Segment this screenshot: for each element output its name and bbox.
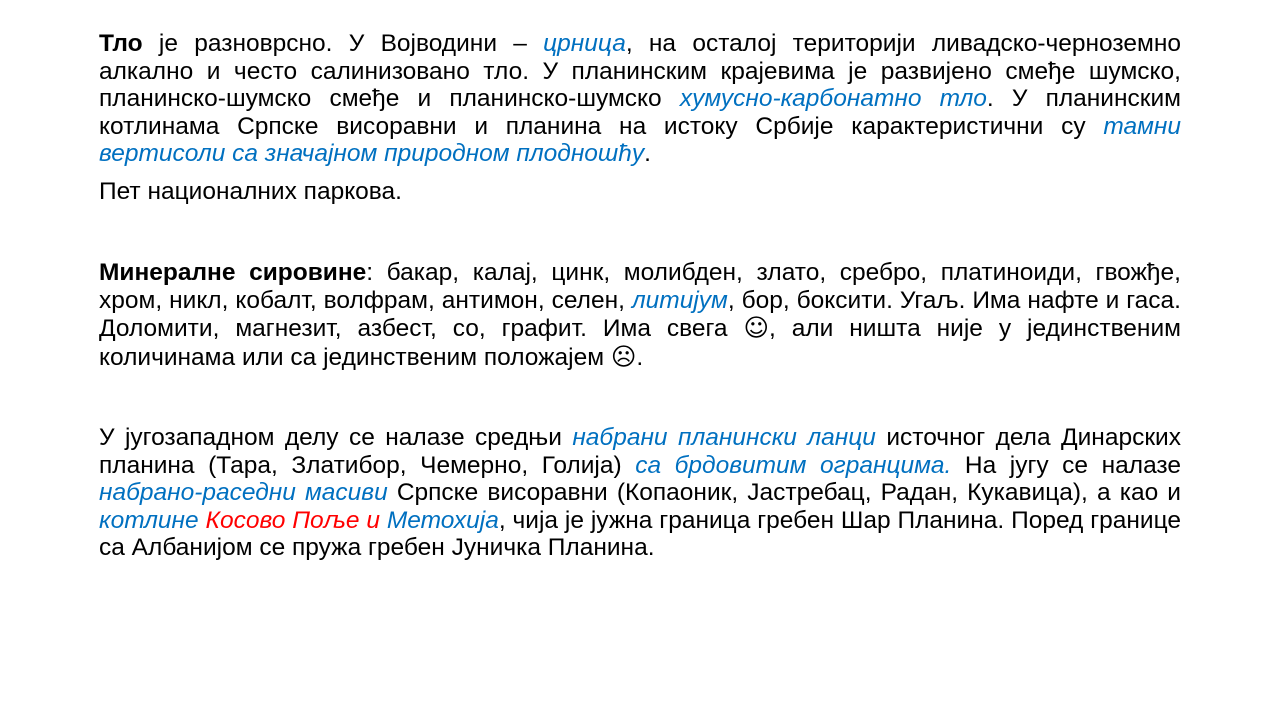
highlight-region: Косово Поље и [198,506,381,534]
text-run: , бор, боксити. Угаљ. Има нафте и гаса. Доломити, магнезит, азбест, со, графит. Има свега [99,286,1181,342]
soil-heading: Тло [99,30,143,57]
national-parks-paragraph: Пет националних паркова. [99,177,402,205]
slide-body [99,30,1181,562]
text-run: Српске висоравни (Копаоник, Јастребац, Радан, Кукавица), а као и [387,479,1181,506]
text-run: , на осталој територији ливадско-черноземно алкално и често салинизовано тло. У планинским крајевима је развијено смеђе шумско, планинско-шумско смеђе и планинско-шумско [99,30,1181,112]
highlight-term: хумусно-карбонатно тло [679,85,987,112]
text-run: је разноврсно. У Војводини – [142,30,544,57]
highlight-term: црница [543,30,626,57]
minerals-heading: Минералне сировине [99,259,367,286]
relief-paragraph [99,424,1181,562]
minerals-paragraph [99,259,1181,371]
highlight-term: котлине [99,506,199,534]
highlight-term: Метохија [380,506,499,534]
text-run: источног дела Динарских планина (Тара, Златибор, Чемерно, Голија) [99,424,1181,479]
text-run: , чија је јужна граница гребен Шар Планина. Поред границе са Албанијом се пружа гребен Јуничка Планина. [99,506,1181,561]
highlight-term: набрано-раседни масиви [99,479,388,506]
text-run: У југозападном делу се налазе средњи [99,424,573,451]
text-run: На југу се налазе [951,451,1182,479]
highlight-term: набрани планински ланци [572,424,876,451]
text-run: : бакар, калај, цинк, молибден, злато, сребро, платиноиди, гвожђе, хром, никл, кобалт, волфрам, антимон, селен, [99,259,1181,314]
text-run: . [636,343,644,371]
highlight-term: литијум [631,286,728,314]
text-run: . [644,140,651,167]
highlight-term: тамни вертисоли са значајном природном плодношћу [99,112,1181,167]
highlight-term: са брдовитим огранцима. [635,451,952,479]
frown-icon: ☹ [610,341,637,371]
text-run: . У планинским котлинама Српске висоравни и планина на истоку Србије карактеристични су [99,85,1181,140]
soil-paragraph [99,30,1181,168]
smiley-icon: ☺ [743,313,769,342]
text-run: , али ништа није у јединственим количинама или са јединственим положајем [99,315,1181,371]
